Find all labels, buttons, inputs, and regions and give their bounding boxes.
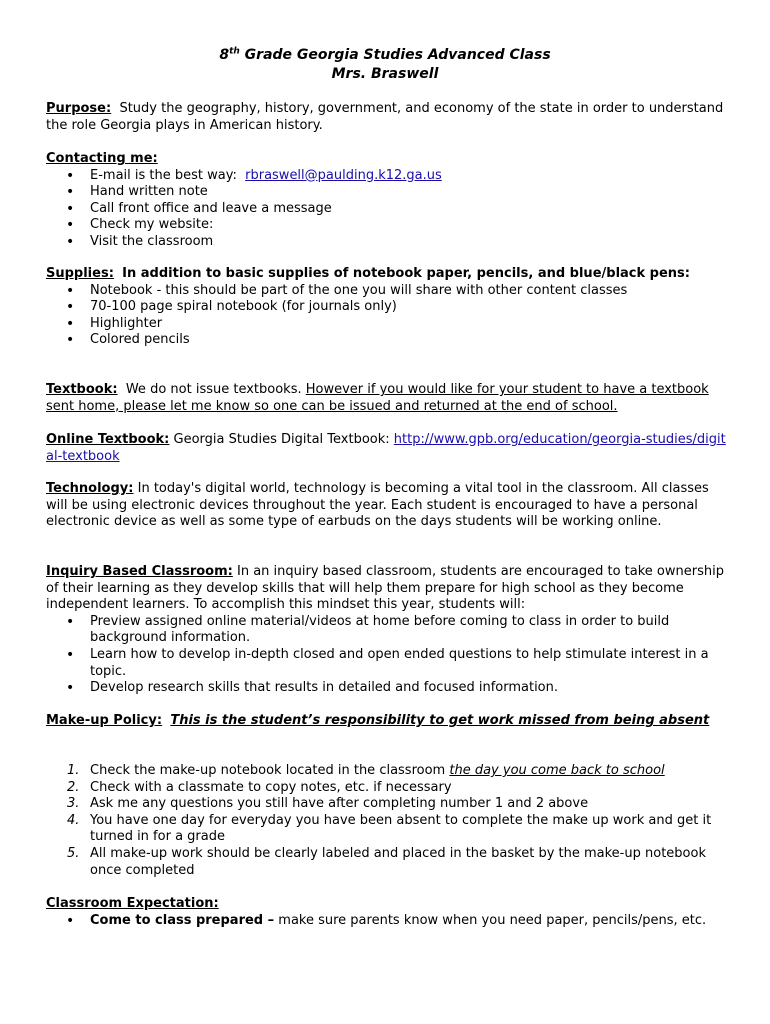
technology-section bbox=[46, 481, 726, 531]
list-item bbox=[46, 846, 726, 879]
online-textbook-text: Georgia Studies Digital Textbook: bbox=[173, 432, 390, 447]
supplies-section bbox=[46, 266, 726, 349]
list-number: 2. bbox=[67, 779, 80, 795]
makeup-step-text: Check the make-up notebook located in the classroom bbox=[90, 763, 446, 778]
textbook-request-note: However if you would like for your student to have a textbook sent home, please let me know so one can be issued and returned at the end of school. bbox=[46, 382, 709, 414]
title-course: Grade Georgia Studies Advanced Class bbox=[239, 47, 551, 63]
makeup-label: Make-up Policy: bbox=[46, 713, 163, 728]
page-title bbox=[0, 46, 770, 64]
online-textbook-label: Online Textbook: bbox=[46, 432, 170, 447]
list-item: • Check my website: bbox=[46, 217, 726, 234]
expectation-label: Classroom Expectation: bbox=[46, 896, 219, 911]
purpose-section bbox=[46, 101, 726, 134]
list-item bbox=[46, 763, 726, 780]
makeup-emphasis: This is the student’s responsibility to get work missed from being absent bbox=[170, 713, 710, 728]
list-item bbox=[46, 780, 726, 797]
list-number: 1. bbox=[67, 763, 80, 778]
list-item bbox=[46, 796, 726, 813]
list-item: • Call front office and leave a message bbox=[46, 201, 726, 218]
textbook-text: We do not issue textbooks. bbox=[125, 382, 302, 397]
contact-section bbox=[46, 151, 726, 251]
supplies-intro: In addition to basic supplies of notebook paper, pencils, and blue/black pens: bbox=[122, 266, 690, 281]
purpose-text: Study the geography, history, government, and economy of the state in order to understand the role Georgia plays in American history. bbox=[46, 101, 724, 133]
email-intro: E-mail is the best way: bbox=[90, 167, 237, 183]
list-item: • Visit the classroom bbox=[46, 234, 726, 251]
list-item: • Colored pencils bbox=[46, 332, 726, 349]
expectation-list bbox=[46, 913, 726, 930]
makeup-step-text: Ask me any questions you still have after completing number 1 and 2 above bbox=[90, 796, 589, 812]
makeup-step-text: Check with a classmate to copy notes, etc. if necessary bbox=[90, 779, 452, 795]
expectation-section bbox=[46, 896, 726, 929]
teacher-name: Mrs. Braswell bbox=[331, 66, 439, 82]
online-textbook-link[interactable]: http://www.gpb.org/education/georgia-studies/digital-textbook bbox=[46, 432, 726, 464]
supplies-label: Supplies: bbox=[46, 266, 114, 281]
technology-label: Technology: bbox=[46, 481, 134, 496]
email-link[interactable]: rbraswell@paulding.k12.ga.us bbox=[245, 167, 442, 183]
list-number: 4. bbox=[67, 812, 80, 828]
list-number: 3. bbox=[67, 796, 80, 812]
list-item: • Develop research skills that results in detailed and focused information. bbox=[46, 680, 726, 697]
textbook-section bbox=[46, 382, 726, 415]
contact-label: Contacting me: bbox=[46, 151, 158, 166]
title-superscript: th bbox=[229, 46, 240, 57]
makeup-list bbox=[46, 763, 726, 879]
title-grade: 8 bbox=[219, 47, 230, 63]
textbook-label: Textbook: bbox=[46, 382, 118, 397]
purpose-label: Purpose: bbox=[46, 101, 112, 116]
inquiry-list bbox=[46, 614, 726, 697]
contact-list bbox=[46, 168, 726, 251]
inquiry-label: Inquiry Based Classroom: bbox=[46, 564, 233, 579]
list-item bbox=[46, 168, 726, 185]
technology-text: In today's digital world, technology is becoming a vital tool in the classroom. All classes will be using electronic devices throughout the year. Each student is encouraged to have a personal electronic device as well as some type of earbuds on the days students will be working online. bbox=[46, 481, 709, 530]
list-item: • 70-100 page spiral notebook (for journals only) bbox=[46, 299, 726, 316]
list-item bbox=[46, 813, 726, 846]
supplies-list bbox=[46, 283, 726, 349]
makeup-step-text: You have one day for everyday you have been absent to complete the make up work and get it turned in for a grade bbox=[90, 812, 712, 845]
list-number: 5. bbox=[67, 845, 80, 861]
list-item: • Hand written note bbox=[46, 184, 726, 201]
expectation-bold: Come to class prepared – bbox=[90, 912, 275, 928]
online-textbook-section bbox=[46, 432, 726, 465]
list-item bbox=[46, 913, 726, 930]
list-item: • Preview assigned online material/videos at home before coming to class in order to build background information. bbox=[46, 614, 726, 647]
inquiry-text: In an inquiry based classroom, students are encouraged to take ownership of their learning as they develop skills that will help them prepare for high school as they become independent learners. To accomplish this mindset this year, students will: bbox=[46, 564, 724, 613]
inquiry-section bbox=[46, 564, 726, 697]
list-item: • Highlighter bbox=[46, 316, 726, 333]
makeup-steps bbox=[46, 763, 726, 879]
expectation-text: make sure parents know when you need paper, pencils/pens, etc. bbox=[278, 912, 707, 928]
list-item: • Learn how to develop in-depth closed and open ended questions to help stimulate interest in a topic. bbox=[46, 647, 726, 680]
makeup-section bbox=[46, 713, 726, 730]
makeup-step-emphasis: the day you come back to school bbox=[449, 763, 665, 778]
list-item: • Notebook - this should be part of the one you will share with other content classes bbox=[46, 283, 726, 300]
makeup-step-text: All make-up work should be clearly labeled and placed in the basket by the make-up notebook once completed bbox=[90, 845, 706, 878]
